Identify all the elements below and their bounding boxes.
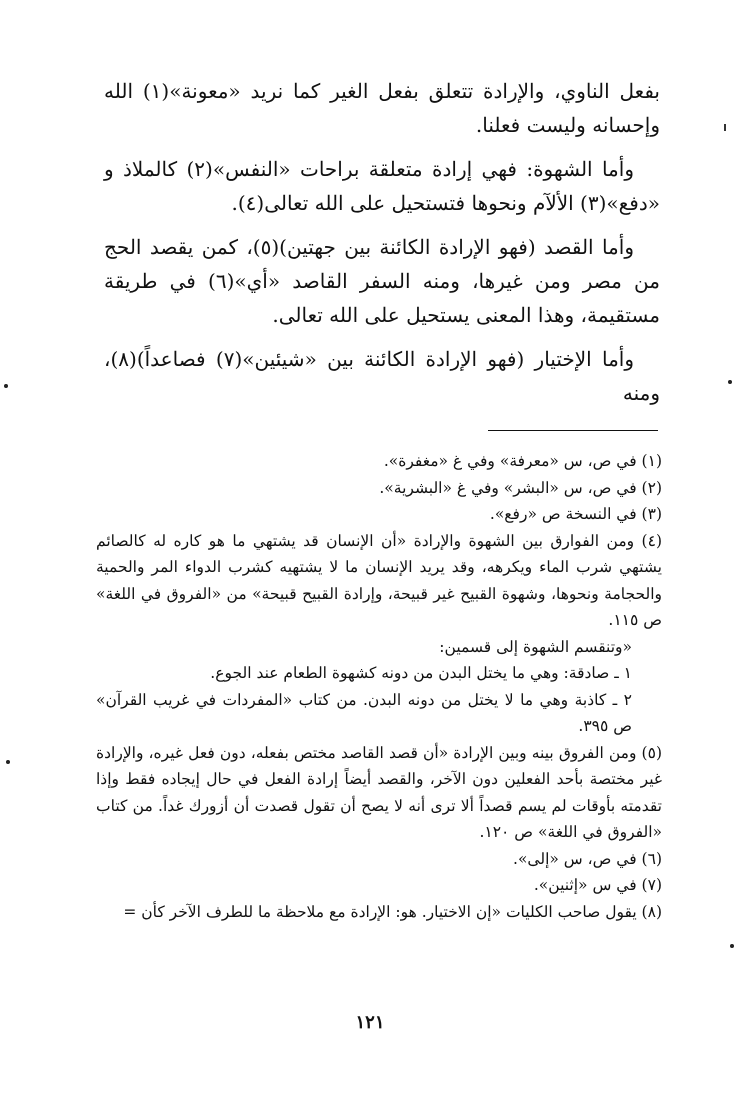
footnote-1: (١) في ص، س «معرفة» وفي غ «مغفرة». — [383, 452, 662, 470]
main-text — [104, 74, 660, 420]
paragraph-4: وأما الإختيار (فهو الإرادة الكائنة بين «شيئين»(٧) فصاعداً)(٨)، ومنه — [104, 347, 660, 405]
footnote-4: (٤) ومن الفوارق بين الشهوة والإرادة «أن الإنسان قد يشتهي ما هو كاره له كالصائم يشتهي شرب الماء ويكرهه، وقد يريد الإنسان ما لا يشتهيه كشرب الدواء المر والحمية والحجامة ونحوها، وشهوة القبيح غير قبيحة، وإرادة القبيح قبيحة» من «الفروق في اللغة» ص ١١٥. — [96, 531, 662, 629]
margin-dot-mark — [728, 380, 732, 384]
footnote-3: (٣) في النسخة ص «رفع». — [489, 505, 662, 523]
page-number: ١٢١ — [355, 1012, 385, 1033]
footnote-4-item-1: ١ ـ صادقة: وهي ما يختل البدن من دونه كشهوة الطعام عند الجوع. — [210, 664, 632, 682]
footnote-8: (٨) يقول صاحب الكليات «إن الاختيار. هو: الإرادة مع ملاحظة ما للطرف الآخر كأن = — [123, 902, 662, 921]
paragraph-3: وأما القصد (فهو الإرادة الكائنة بين جهتين)(٥)، كمن يقصد الحج من مصر ومن غيرها، ومنه السفر القاصد «أي»(٦) في طريقة مستقيمة، وهذا المعنى يستحيل على الله تعالى. — [104, 235, 660, 327]
footnotes — [96, 448, 662, 925]
footnote-4-item-2: ٢ ـ كاذبة وهي ما لا يختل من دونه البدن. من كتاب «المفردات في غريب القرآن» ص ٣٩٥. — [96, 690, 632, 735]
margin-tick-mark — [724, 124, 726, 131]
paragraph-1: بفعل الناوي، والإرادة تتعلق بفعل الغير كما نريد «معونة»(١) الله وإحسانه وليست فعلنا. — [104, 79, 660, 137]
margin-dot-mark — [730, 944, 734, 948]
footnote-7: (٧) في س «إثنين». — [533, 876, 662, 894]
footnote-separator — [488, 430, 658, 431]
paragraph-2: وأما الشهوة: فهي إرادة متعلقة براحات «النفس»(٢) كالملاذ و «دفع»(٣) الألآم ونحوها فتستحيل على الله تعالى(٤). — [104, 157, 660, 215]
footnote-6: (٦) في ص، س «إلى». — [513, 849, 662, 868]
footnote-4-intro: «وتنقسم الشهوة إلى قسمين: — [439, 637, 632, 656]
footnote-5: (٥) ومن الفروق بينه وبين الإرادة «أن قصد القاصد مختص بفعله، دون فعل غيره، والإرادة غير مختصة بأحد الفعلين دون الآخر، والقصد أيضاً إرادة الفعل في حال إيجاده فقط وإذا تقدمته بأوقات لم يسم قصداً ألا ترى أنه لا يصح أن تقول قصدت أن أزورك غداً. من كتاب «الفروق في اللغة» ص ١٢٠. — [96, 743, 662, 841]
footnote-2: (٢) في ص، س «البشر» وفي غ «البشرية». — [379, 478, 662, 497]
margin-dot-mark — [4, 384, 8, 388]
margin-dot-mark — [6, 760, 10, 764]
